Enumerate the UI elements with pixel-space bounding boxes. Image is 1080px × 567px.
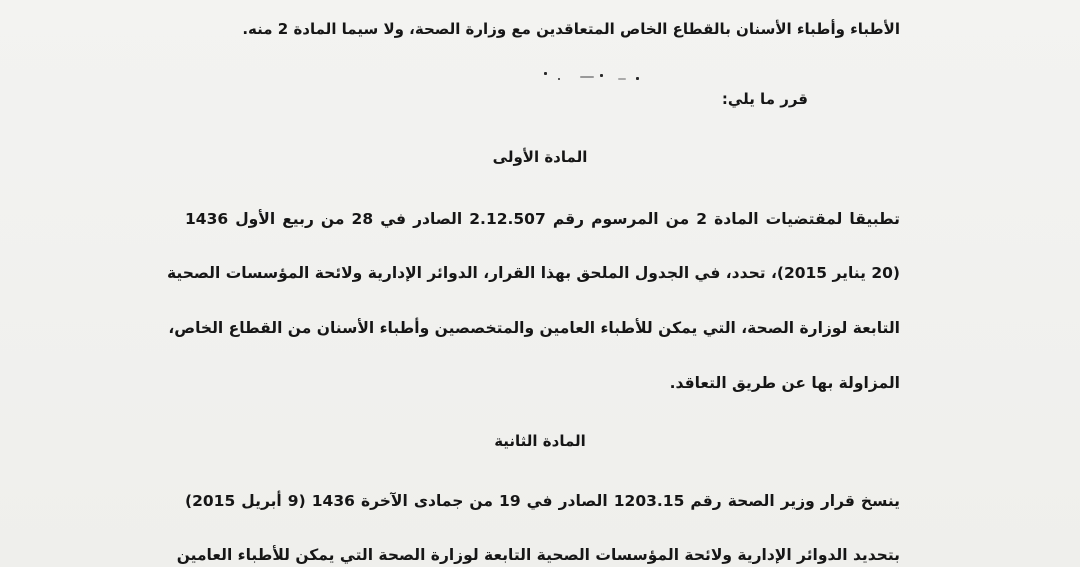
article-1-line-2: (20 يناير 2015)، تحدد، في الجدول الملحق بهذا القرار، الدوائر الإدارية ولائحة المؤسسات الصحية xyxy=(167,264,900,282)
article-2-line-1: ينسخ قرار وزير الصحة رقم 1203.15 الصادر في 19 من جمادى الآخرة 1436 (9 أبريل 2015) xyxy=(185,492,901,510)
article-1-line-3: التابعة لوزارة الصحة، التي يمكن للأطباء العامين والمتخصصين وأطباء الأسنان من القطاع الخاص، xyxy=(168,319,900,337)
intro-line: الأطباء وأطباء الأسنان بالقطاع الخاص المتعاقدين مع وزارة الصحة، ولا سيما المادة 2 منه. xyxy=(242,20,900,38)
article-1-line-4: المزاولة بها عن طريق التعاقد. xyxy=(669,374,900,392)
article-1-heading: المادة الأولى xyxy=(492,148,588,166)
scan-artifact xyxy=(540,70,660,84)
article-1-line-1: تطبيقا لمقتضيات المادة 2 من المرسوم رقم 2.12.507 الصادر في 28 من ربيع الأول 1436 xyxy=(185,210,900,228)
article-2-line-2: بتحديد الدوائر الإدارية ولائحة المؤسسات الصحية التابعة لوزارة الصحة التي يمكن للأطباء العامين xyxy=(176,546,900,564)
article-2-heading: المادة الثانية xyxy=(494,432,586,450)
decided-label: قرر ما يلي: xyxy=(721,90,808,108)
